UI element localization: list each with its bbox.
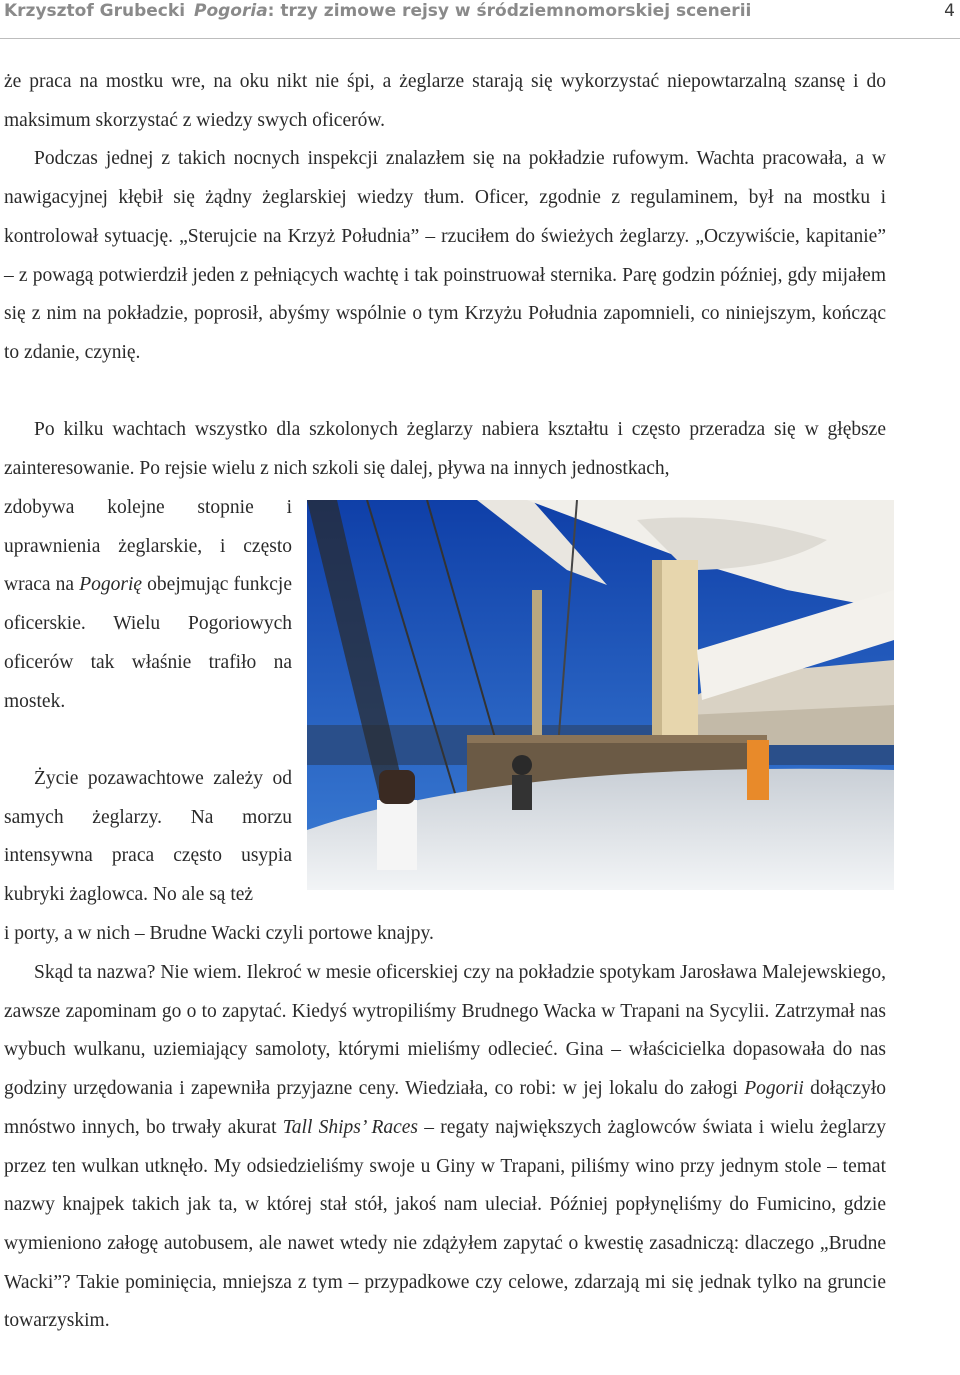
- paragraph-3-text: Życie pozawachtowe zależy od samych żeglarzy. Na morzu intensywna praca często usypia kubryki żaglowca. No ale są też: [4, 768, 292, 906]
- p4-text-c: – regaty największych żaglowców świata i wielu żeglarzy przez ten wulkan utknęło. My odsiedzieliśmy swoje u Giny w Trapani, piliśmy wino przy jednym stole – temat nazwy knajpek takich jak ta, w której stał stół, jakoś nam uleciał. Później popłynęliśmy do Fumicino, gdzie wymieniono załogę autobusem, ale nawet wtedy nie zdążyłem zapytać o kwestię zasadniczą: dlaczego „Brudne Wacki”? Takie pominięcia, mniejsza z tym – przypadkowe czy celowe, zdarzają mi się jednak tylko na gruncie towarzyskim.: [4, 1116, 886, 1332]
- paragraph-1: [4, 63, 886, 373]
- p4-text-a: Skąd ta nazwa? Nie wiem. Ilekroć w mesie oficerskiej czy na pokładzie spotykam Jarosława Malejewskiego, zawsze zapominam go o to zapytać. Kiedyś wytropiliśmy Brudnego Wacka w Trapani na Sycylii. Zatrzymał nas wybuch wulkanu, uziemiający samoloty, którymi mieliśmy odlecieć. Gina – właścicielka dopasowała do nas godziny urzędowania i zapewniła przyjazne ceny. Wiedziała, co robi: w jej lokalu do załogi: [4, 962, 886, 1100]
- paragraph-2: [4, 411, 886, 488]
- header-title-italic: Pogoria: [194, 1, 268, 21]
- paragraph-4: [4, 954, 886, 1341]
- running-header: [0, 0, 960, 38]
- ship-deck-photo: [307, 500, 894, 890]
- paragraph-4-text: [4, 954, 886, 1341]
- p4-text-b: dołączyło mnóstwo innych, bo trwały akurat: [4, 1078, 886, 1138]
- wrap-ship-name: Pogorię: [79, 574, 143, 596]
- paragraph-2-text: Po kilku wachtach wszystko dla szkolonych żeglarzy nabiera kształtu i często przeradza się w głębsze zainteresowanie. Po rejsie wielu z nich szkoli się dalej, pływa na innych jednostkach,: [4, 419, 886, 479]
- paragraph-2-wrap: [4, 489, 292, 721]
- header-title-rest: : trzy zimowe rejsy w śródziemnomorskiej scenerii: [267, 1, 752, 21]
- wrap-text-b: obejmując funkcje oficerskie. Wielu Pogoriowych oficerów tak właśnie trafiło na mostek.: [4, 574, 292, 712]
- header-rule: [0, 38, 960, 39]
- p4-regatta-name: Tall Ships’ Races: [282, 1116, 419, 1138]
- paragraph-3-continued: i porty, a w nich – Brudne Wacki czyli portowe knajpy.: [4, 923, 434, 944]
- wrap-text-a: zdobywa kolejne stopnie i uprawnienia żeglarskie, i często wraca na: [4, 497, 292, 596]
- page-number: 4: [944, 1, 955, 21]
- p4-ship-name: Pogorii: [744, 1078, 804, 1100]
- header-title: [194, 0, 751, 22]
- paragraph-1b: Podczas jednej z takich nocnych inspekcji znalazłem się na pokładzie rufowym. Wachta pracowała, a w nawigacyjnej kłębił się żądny żeglarskiej wiedzy tłum. Oficer, zgodnie z regulaminem, był na mostku i kontrolował sytuację. „Sterujcie na Krzyż Południa” – rzuciłem do świeżych żeglarzy. „Oczywiście, kapitanie” – z powagą potwierdził jeden z pełniących wachtę i tak poinstruował sternika. Parę godzin później, gdy mijałem się z nim na pokładzie, poprosił, abyśmy wspólnie o tym Krzyżu Południa zapomnieli, co niniejszym, kończąc to zdanie, czynię.: [4, 148, 886, 363]
- paragraph-1a: że praca na mostku wre, na oku nikt nie śpi, a żeglarze starają się wykorzystać niepowtarzalną szansę i do maksimum skorzystać z wiedzy swych oficerów.: [4, 71, 886, 131]
- paragraph-3-wrap: [4, 760, 292, 915]
- header-author: Krzysztof Grubecki: [4, 1, 186, 21]
- ship-deck-photo-drawing: [307, 500, 894, 890]
